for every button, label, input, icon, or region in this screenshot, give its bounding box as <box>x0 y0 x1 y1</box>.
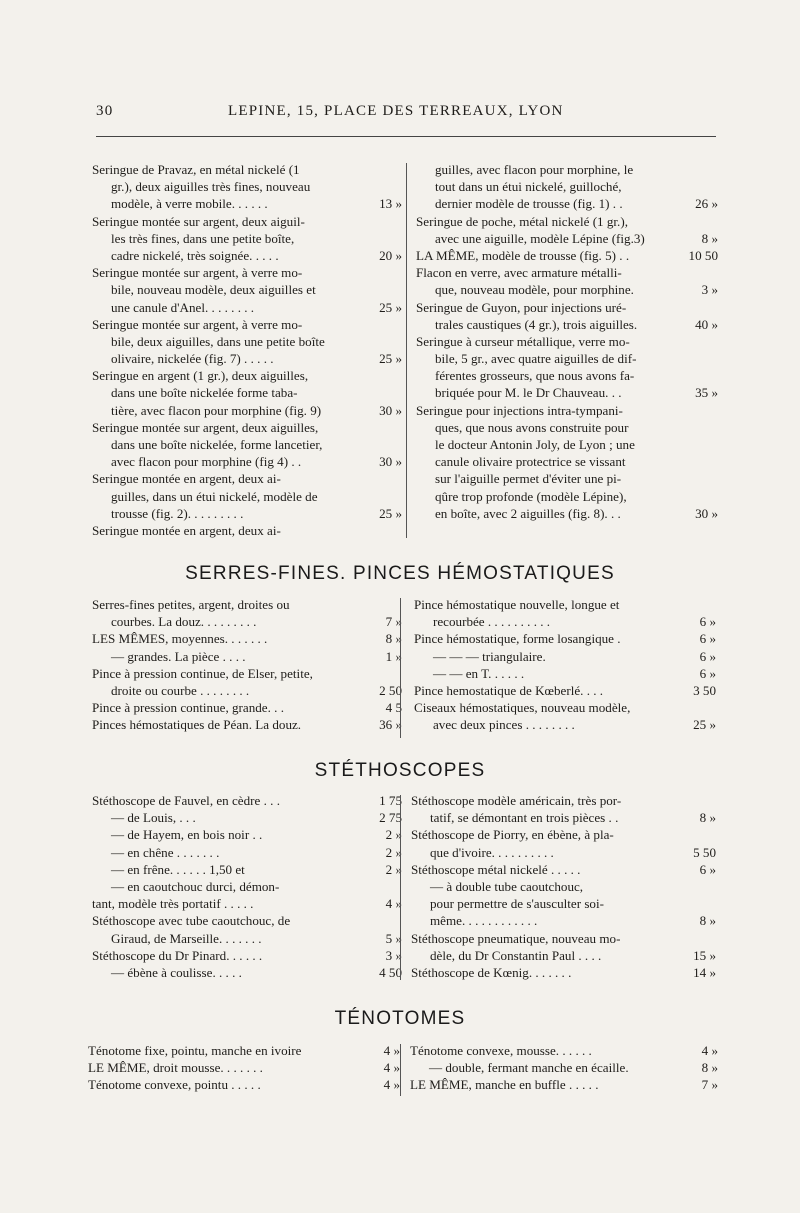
item-price: 4 » <box>701 1043 718 1058</box>
item-text: dans une boîte nickelée, forme lancetier, <box>111 437 323 452</box>
catalog-line <box>416 402 716 419</box>
item-text: Seringue montée sur argent, à verre mo- <box>92 265 303 281</box>
item-text: — double, fermant manche en écaille. <box>429 1060 629 1076</box>
stethoscopes-left-column <box>92 792 404 981</box>
item-text: Stéthoscope modèle américain, très por- <box>411 793 622 808</box>
item-text: dèle, du Dr Constantin Paul . . . . <box>430 947 602 963</box>
item-text: Pince à pression continue, de Elser, petite, <box>92 665 313 681</box>
catalog-line <box>92 161 404 178</box>
item-price: 10 50 <box>688 247 718 263</box>
item-price: 25 » <box>379 505 402 521</box>
item-price: 6 » <box>699 665 716 681</box>
catalog-line <box>88 1042 404 1059</box>
item-text: Seringue de Guyon, pour injections uré- <box>416 299 627 315</box>
item-text: Seringue de poche, métal nickelé (1 gr.), <box>416 213 628 229</box>
catalog-line <box>416 264 716 281</box>
catalog-line <box>414 682 714 699</box>
item-price: 35 » <box>695 385 718 401</box>
catalog-line <box>92 861 404 878</box>
catalog-line <box>416 419 716 436</box>
item-price: 2 75 <box>379 810 402 826</box>
item-text: Pince à pression continue, grande. . . <box>92 700 284 716</box>
column-divider <box>400 598 401 738</box>
catalog-line <box>414 699 714 716</box>
catalog-line <box>410 1042 718 1059</box>
catalog-line <box>92 809 404 826</box>
catalog-line <box>92 453 404 470</box>
item-text: droite ou courbe . . . . . . . . <box>111 682 250 698</box>
item-text: guilles, dans un étui nickelé, modèle de <box>111 488 318 504</box>
item-price: 30 » <box>695 505 718 521</box>
item-price: 1 75 <box>379 793 402 808</box>
item-text: le docteur Antonin Joly, de Lyon ; une <box>435 437 635 452</box>
catalog-line <box>92 613 404 630</box>
catalog-line <box>414 630 714 647</box>
item-text: cadre nickelé, très soignée. . . . . <box>111 247 279 263</box>
catalog-line <box>92 930 404 947</box>
item-text: recourbée . . . . . . . . . . <box>433 614 551 630</box>
item-price: 2 » <box>385 827 402 843</box>
item-text: sur l'aiguille permet d'éviter une pi- <box>435 471 622 487</box>
catalog-line <box>414 613 714 630</box>
section-title-tenotomes: TÉNOTOMES <box>334 1008 466 1029</box>
catalog-line <box>414 665 714 682</box>
catalog-line <box>416 453 716 470</box>
item-text: LES MÊMES, moyennes. . . . . . . <box>92 631 268 647</box>
item-text: Stéthoscope de Piorry, en ébène, à pla- <box>411 827 614 843</box>
item-text: dans une boîte nickelée forme taba- <box>111 385 298 401</box>
tenotomes-right-column <box>410 1042 718 1094</box>
serres-right-column <box>414 596 714 734</box>
catalog-line <box>416 299 716 316</box>
catalog-line <box>92 470 404 487</box>
page-number: 30 <box>96 103 114 119</box>
item-price: 30 » <box>379 402 402 418</box>
catalog-line <box>92 699 404 716</box>
item-text: Ténotome fixe, pointu, manche en ivoire <box>88 1043 302 1058</box>
catalog-line <box>92 213 404 230</box>
item-text: bile, 5 gr., avec quatre aiguilles de dif- <box>435 351 637 367</box>
item-price: 4 » <box>383 1060 400 1076</box>
catalog-line <box>410 1059 718 1076</box>
section-title-serres-fines: SERRES-FINES. PINCES HÉMOSTATIQUES <box>185 563 615 584</box>
item-price: 5 50 <box>693 844 716 860</box>
item-text: avec flacon pour morphine (fig 4) . . <box>111 454 302 470</box>
item-price: 40 » <box>695 316 718 332</box>
item-text: Flacon en verre, avec armature métalli- <box>416 265 622 281</box>
catalog-line <box>411 792 711 809</box>
item-text: Ténotome convexe, pointu . . . . . <box>88 1077 261 1093</box>
catalog-line <box>92 230 404 247</box>
item-text: Pinces hémostatiques de Péan. La douz. <box>92 717 302 733</box>
item-text: Stéthoscope métal nickelé . . . . . <box>411 861 581 877</box>
column-divider <box>400 1044 401 1096</box>
item-text: gr.), deux aiguilles très fines, nouveau <box>111 179 311 195</box>
catalog-line <box>92 367 404 384</box>
item-price: 7 » <box>701 1077 718 1093</box>
item-text: — en chêne . . . . . . . <box>111 844 220 860</box>
item-text: Ciseaux hémostatiques, nouveau modèle, <box>414 700 631 716</box>
item-text: — — — triangulaire. <box>433 648 546 664</box>
item-text: Seringue montée en argent, deux ai- <box>92 522 281 538</box>
catalog-line <box>92 299 404 316</box>
item-price: 2 » <box>385 861 402 877</box>
item-price: 8 » <box>385 631 402 647</box>
catalog-line <box>411 809 716 826</box>
catalog-line <box>92 436 404 453</box>
catalog-line <box>416 230 716 247</box>
catalog-line <box>416 247 716 264</box>
catalog-line <box>411 912 716 929</box>
item-text: Seringue montée sur argent, deux aiguil- <box>92 213 305 229</box>
item-price: 36 » <box>379 717 402 733</box>
item-price: 5 » <box>385 930 402 946</box>
item-text: — à double tube caoutchouc, <box>430 878 584 894</box>
item-text: — ébène à coulisse. . . . . <box>111 964 242 980</box>
item-price: 4 50 <box>379 964 402 980</box>
item-text: Stéthoscope avec tube caoutchouc, de <box>92 913 291 929</box>
catalog-line <box>92 596 404 613</box>
stethoscopes-right-column <box>411 792 716 981</box>
item-price: 8 » <box>699 810 716 826</box>
catalog-line <box>92 488 404 505</box>
item-text: tatif, se démontant en trois pièces . . <box>430 810 619 826</box>
item-text: ques, que nous avons construite pour <box>435 419 629 435</box>
item-text: LA MÊME, modèle de trousse (fig. 5) . . <box>416 247 630 263</box>
item-text: Seringue de Pravaz, en métal nickelé (1 <box>92 162 300 177</box>
serres-left-column <box>92 596 404 734</box>
item-price: 30 » <box>379 454 402 470</box>
item-text: Giraud, de Marseille. . . . . . . <box>111 930 262 946</box>
item-text: LE MÊME, droit mousse. . . . . . . <box>88 1060 263 1076</box>
item-text: dernier modèle de trousse (fig. 1) . . <box>435 196 623 212</box>
catalog-line <box>92 195 404 212</box>
item-text: bile, nouveau modèle, deux aiguilles et <box>111 282 316 298</box>
item-text: que, nouveau modèle, pour morphine. <box>435 282 634 298</box>
item-text: olivaire, nickelée (fig. 7) . . . . . <box>111 351 274 367</box>
header-title: LEPINE, 15, PLACE DES TERREAUX, LYON <box>228 103 564 119</box>
catalog-line <box>92 316 404 333</box>
catalog-line <box>88 1076 404 1093</box>
item-price: 6 » <box>699 614 716 630</box>
item-text: Stéthoscope pneumatique, nouveau mo- <box>411 930 621 946</box>
item-text: courbes. La douz. . . . . . . . . <box>111 614 257 630</box>
item-text: guilles, avec flacon pour morphine, le <box>435 162 634 177</box>
catalog-line <box>416 367 716 384</box>
catalog-line <box>92 964 404 981</box>
catalog-line <box>416 213 716 230</box>
catalog-line <box>92 281 404 298</box>
catalog-line <box>411 895 711 912</box>
item-text: — en frêne. . . . . . 1,50 et <box>111 861 245 877</box>
item-price: 26 » <box>695 196 718 212</box>
catalog-line <box>411 826 711 843</box>
item-text: — grandes. La pièce . . . . <box>111 648 246 664</box>
seringues-right-column <box>416 161 716 522</box>
catalog-line <box>411 947 716 964</box>
catalog-line <box>414 648 714 665</box>
item-text: Pince hémostatique nouvelle, longue et <box>414 597 620 612</box>
item-text: — de Hayem, en bois noir . . <box>111 827 263 843</box>
catalog-line <box>410 1076 718 1093</box>
item-text: pour permettre de s'ausculter soi- <box>430 896 604 912</box>
item-text: modèle, à verre mobile. . . . . . <box>111 196 268 212</box>
item-text: Seringue en argent (1 gr.), deux aiguilles, <box>92 368 309 384</box>
item-price: 14 » <box>693 964 716 980</box>
item-text: Stéthoscope de Kœnig. . . . . . . <box>411 964 572 980</box>
item-price: 25 » <box>379 299 402 315</box>
catalog-line <box>416 488 716 505</box>
item-price: 15 » <box>693 947 716 963</box>
catalog-line <box>92 247 404 264</box>
item-text: trousse (fig. 2). . . . . . . . . <box>111 505 244 521</box>
item-text: canule olivaire protectrice se vissant <box>435 454 626 470</box>
catalog-line <box>92 947 404 964</box>
catalog-line <box>92 419 404 436</box>
catalog-line <box>416 316 716 333</box>
item-price: 7 » <box>385 614 402 630</box>
item-text: les très fines, dans une petite boîte, <box>111 230 295 246</box>
item-text: férentes grosseurs, que nous avons fa- <box>435 368 635 384</box>
item-price: 4 5 <box>385 700 402 716</box>
catalog-line <box>416 350 716 367</box>
item-text: Seringue à curseur métallique, verre mo- <box>416 333 630 349</box>
item-text: Pince hemostatique de Kœberlé. . . . <box>414 682 604 698</box>
item-text: Seringue montée sur argent, deux aiguilles, <box>92 419 319 435</box>
catalog-line <box>88 1059 404 1076</box>
item-text: — — en T. . . . . . <box>433 665 525 681</box>
tenotomes-left-column <box>88 1042 404 1094</box>
catalog-line <box>416 195 716 212</box>
item-text: Pince hémostatique, forme losangique . <box>414 631 621 647</box>
item-price: 8 » <box>701 230 718 246</box>
item-text: — en caoutchouc durci, démon- <box>111 878 280 894</box>
catalog-line <box>411 930 711 947</box>
item-price: 20 » <box>379 247 402 263</box>
catalog-line <box>92 895 404 912</box>
catalog-line <box>92 912 404 929</box>
catalog-line <box>416 281 716 298</box>
item-price: 4 » <box>383 1077 400 1093</box>
catalog-line <box>416 384 716 401</box>
catalog-line <box>414 716 714 733</box>
catalog-line <box>92 682 404 699</box>
catalog-line <box>92 826 404 843</box>
item-text: tière, avec flacon pour morphine (fig. 9) <box>111 402 322 418</box>
column-divider <box>400 795 401 980</box>
item-price: 4 » <box>383 1043 400 1058</box>
item-text: Seringue pour injections intra-tympani- <box>416 402 623 418</box>
catalog-line <box>92 178 404 195</box>
catalog-line <box>416 333 716 350</box>
catalog-line <box>92 350 404 367</box>
item-text: Serres-fines petites, argent, droites ou <box>92 597 290 612</box>
catalog-line <box>92 522 404 539</box>
item-price: 8 » <box>699 913 716 929</box>
catalog-line <box>92 844 404 861</box>
item-text: en boîte, avec 2 aiguilles (fig. 8). . . <box>435 505 621 521</box>
catalog-line <box>416 505 716 522</box>
catalog-line <box>92 878 404 895</box>
item-text: briquée pour M. le Dr Chauveau. . . <box>435 385 622 401</box>
item-price: 3 » <box>701 282 718 298</box>
catalog-line <box>92 665 404 682</box>
item-price: 25 » <box>379 351 402 367</box>
catalog-line <box>416 178 716 195</box>
catalog-line <box>414 596 714 613</box>
catalog-line <box>92 630 404 647</box>
catalog-line <box>416 161 716 178</box>
item-text: trales caustiques (4 gr.), trois aiguilles. <box>435 316 638 332</box>
seringues-left-column <box>92 161 404 539</box>
catalog-line <box>416 436 716 453</box>
catalog-line <box>411 861 716 878</box>
catalog-line <box>411 878 711 895</box>
catalog-line <box>92 384 404 401</box>
item-price: 6 » <box>699 631 716 647</box>
item-price: 2 » <box>385 844 402 860</box>
item-price: 4 » <box>385 896 402 912</box>
catalog-line <box>92 402 404 419</box>
catalog-line <box>92 333 404 350</box>
item-price: 1 » <box>385 648 402 664</box>
item-text: Stéthoscope de Fauvel, en cèdre . . . <box>92 793 280 808</box>
item-text: Ténotome convexe, mousse. . . . . . <box>410 1043 592 1058</box>
item-price: 3 » <box>385 947 402 963</box>
item-text: tant, modèle très portatif . . . . . <box>92 896 254 912</box>
item-text: avec deux pinces . . . . . . . . <box>433 717 575 733</box>
catalog-line <box>92 716 404 733</box>
item-text: même. . . . . . . . . . . . <box>430 913 538 929</box>
catalog-line <box>92 505 404 522</box>
catalog-line <box>92 264 404 281</box>
item-text: qûre trop profonde (modèle Lépine), <box>435 488 627 504</box>
section-title-stethoscopes: STÉTHOSCOPES <box>314 760 486 781</box>
header-rule <box>96 136 716 137</box>
item-text: — de Louis, . . . <box>111 810 196 826</box>
item-text: Seringue montée sur argent, à verre mo- <box>92 316 303 332</box>
item-text: LE MÊME, manche en buffle . . . . . <box>410 1077 599 1093</box>
column-divider <box>406 163 407 538</box>
item-text: Stéthoscope du Dr Pinard. . . . . . <box>92 947 263 963</box>
item-price: 13 » <box>379 196 402 212</box>
item-price: 6 » <box>699 648 716 664</box>
item-price: 2 50 <box>379 682 402 698</box>
catalog-line <box>411 844 716 861</box>
item-price: 25 » <box>693 717 716 733</box>
item-price: 3 50 <box>693 682 716 698</box>
item-text: une canule d'Anel. . . . . . . . <box>111 299 255 315</box>
catalog-line <box>411 964 716 981</box>
item-text: que d'ivoire. . . . . . . . . . <box>430 844 554 860</box>
item-text: avec une aiguille, modèle Lépine (fig.3) <box>435 230 645 246</box>
catalog-line <box>92 648 404 665</box>
catalog-line <box>416 470 716 487</box>
item-text: Seringue montée en argent, deux ai- <box>92 471 281 487</box>
item-price: 6 » <box>699 861 716 877</box>
item-text: tout dans un étui nickelé, guilloché, <box>435 179 622 195</box>
item-price: 8 » <box>701 1060 718 1076</box>
item-text: bile, deux aiguilles, dans une petite boîte <box>111 333 325 349</box>
catalog-line <box>92 792 404 809</box>
